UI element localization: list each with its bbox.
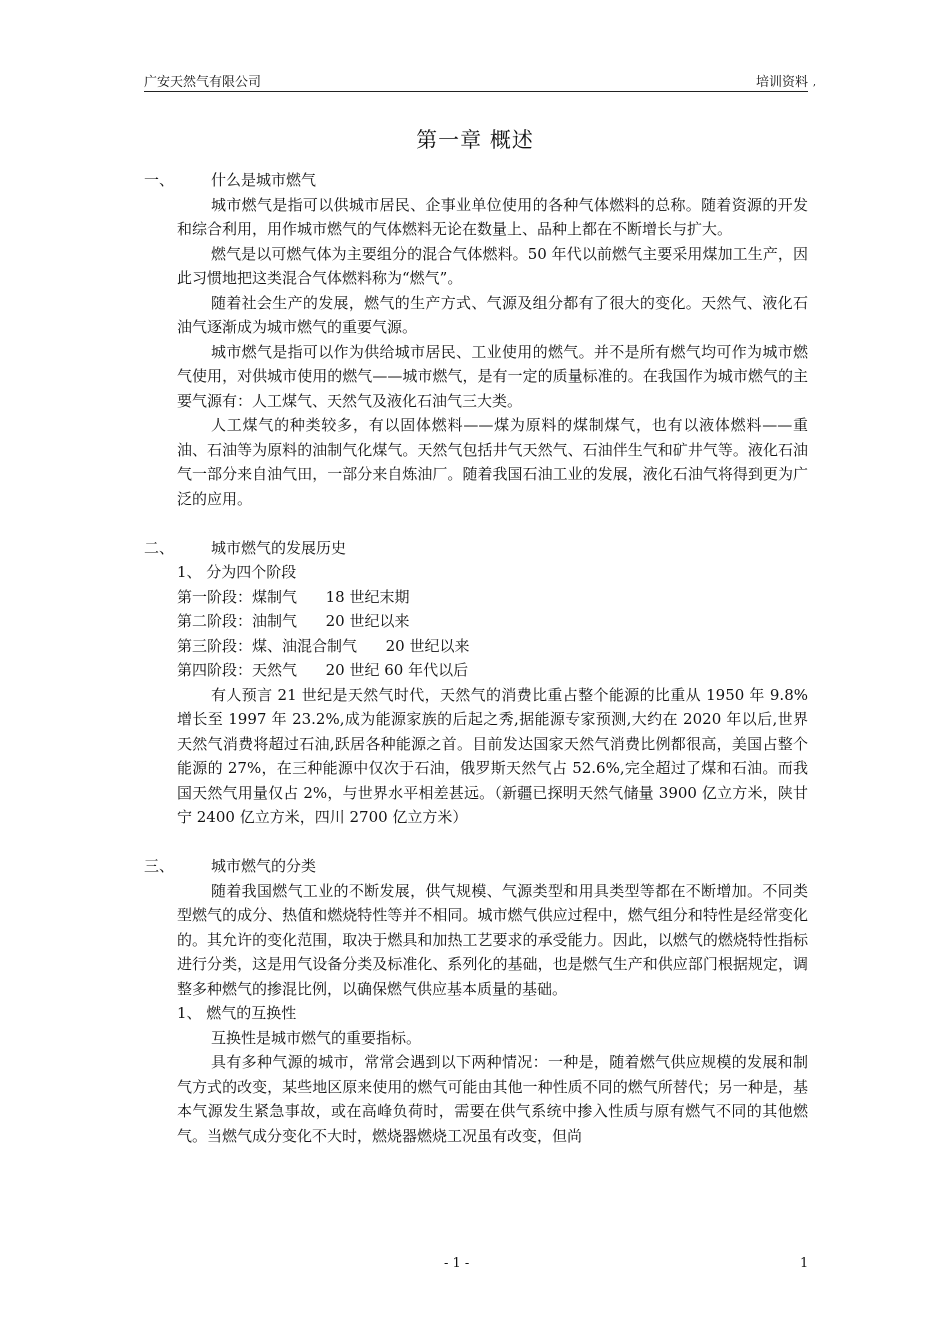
paragraph: 城市燃气是指可以作为供给城市居民、工业使用的燃气。并不是所有燃气均可作为城市燃气使用，对供城市使用的燃气——城市燃气，是有一定的质量标准的。在我国作为城市燃气的主要气源有：人工煤气、天然气及液化石油气三大类。 [177, 342, 808, 410]
paragraph: 有人预言 21 世纪是天然气时代，天然气的消费比重占整个能源的比重从 1950 年 9.8%增长至 1997 年 23.2%,成为能源家族的后起之秀,据能源专家预测,大约在 2020 年以后,世界天然气消费将超过石油,跃居各种能源之首。目前发达国家天然气消费比例都很高，美国占整个能源的 27%，在三种能源中仅次于石油，俄罗斯天然气占 52.6%,完全超过了煤和石油。而我国天然气用量仅占 2%，与世界水平相差甚远。（新疆已探明天然气储量 3900 亿立方米，陕甘宁 2400 亿立方米，四川 2700 亿立方米） [177, 685, 808, 826]
section-title: 什么是城市燃气 [211, 171, 317, 189]
paragraph: 互换性是城市燃气的重要指标。 [211, 1028, 422, 1047]
chapter-title: 第一章 概述 [416, 128, 534, 152]
header-mark: , [812, 77, 816, 88]
paragraph: 燃气是以可燃气体为主要组分的混合气体燃料。50 年代以前燃气主要采用煤加工生产，因此习惯地把这类混合气体燃料称为“燃气”。 [177, 244, 808, 287]
footer-page-number: 1 [800, 1256, 809, 1271]
section-number: 一、 [144, 171, 175, 189]
paragraph: 具有多种气源的城市，常常会遇到以下两种情况：一种是，随着燃气供应规模的发展和制气方式的改变，某些地区原来使用的燃气可能由其他一种性质不同的燃气所替代；另一种是，基本气源发生紧急事故，或在高峰负荷时，需要在供气系统中掺入性质与原有燃气不同的其他燃气。当燃气成分变化不大时，燃烧器燃烧工况虽有改变，但尚 [177, 1053, 808, 1145]
section-heading [144, 168, 808, 193]
section-heading [144, 536, 808, 561]
header-company: 广安天然气有限公司 [144, 75, 262, 90]
page-header [144, 71, 816, 92]
subsection-heading: 1、 分为四个阶段 [177, 563, 297, 581]
section-number: 二、 [144, 538, 175, 557]
section-title: 城市燃气的发展历史 [211, 538, 347, 557]
section-number: 三、 [144, 857, 175, 875]
stage-item: 第四阶段：天然气 20 世纪 60 年代以后 [177, 661, 469, 679]
paragraph: 随着社会生产的发展，燃气的生产方式、气源及组分都有了很大的变化。天然气、液化石油气逐渐成为城市燃气的重要气源。 [177, 293, 808, 336]
footer-page-label: - 1 - [444, 1256, 470, 1271]
paragraph: 城市燃气是指可以供城市居民、企事业单位使用的各种气体燃料的总称。随着资源的开发和综合利用，用作城市燃气的气体燃料无论在数量上、品种上都在不断增长与扩大。 [177, 195, 808, 238]
paragraph: 人工煤气的种类较多，有以固体燃料——煤为原料的煤制煤气，也有以液体燃料——重油、石油等为原料的油制气化煤气。天然气包括井气天然气、石油伴生气和矿井气等。液化石油气一部分来自油气田，一部分来自炼油厂。随着我国石油工业的发展，液化石油气将得到更为广泛的应用。 [177, 416, 808, 508]
document-body [144, 168, 808, 1148]
subsection-heading: 1、 燃气的互换性 [177, 1004, 297, 1022]
stage-item: 第一阶段：煤制气 18 世纪末期 [177, 587, 410, 606]
section-title: 城市燃气的分类 [211, 857, 317, 875]
stage-item: 第二阶段：油制气 20 世纪以来 [177, 612, 410, 630]
section-heading [144, 854, 808, 879]
paragraph: 随着我国燃气工业的不断发展，供气规模、气源类型和用具类型等都在不断增加。不同类型燃气的成分、热值和燃烧特性等并不相同。城市燃气供应过程中，燃气组分和特性是经常变化的。其允许的变化范围，取决于燃具和加热工艺要求的承受能力。因此，以燃气的燃烧特性指标进行分类，这是用气设备分类及标准化、系列化的基础，也是燃气生产和供应部门根据规定，调整多种燃气的掺混比例，以确保燃气供应基本质量的基础。 [177, 881, 808, 998]
stage-item: 第三阶段：煤、油混合制气 20 世纪以来 [177, 636, 470, 655]
header-doc-type: 培训资料 [755, 75, 808, 90]
